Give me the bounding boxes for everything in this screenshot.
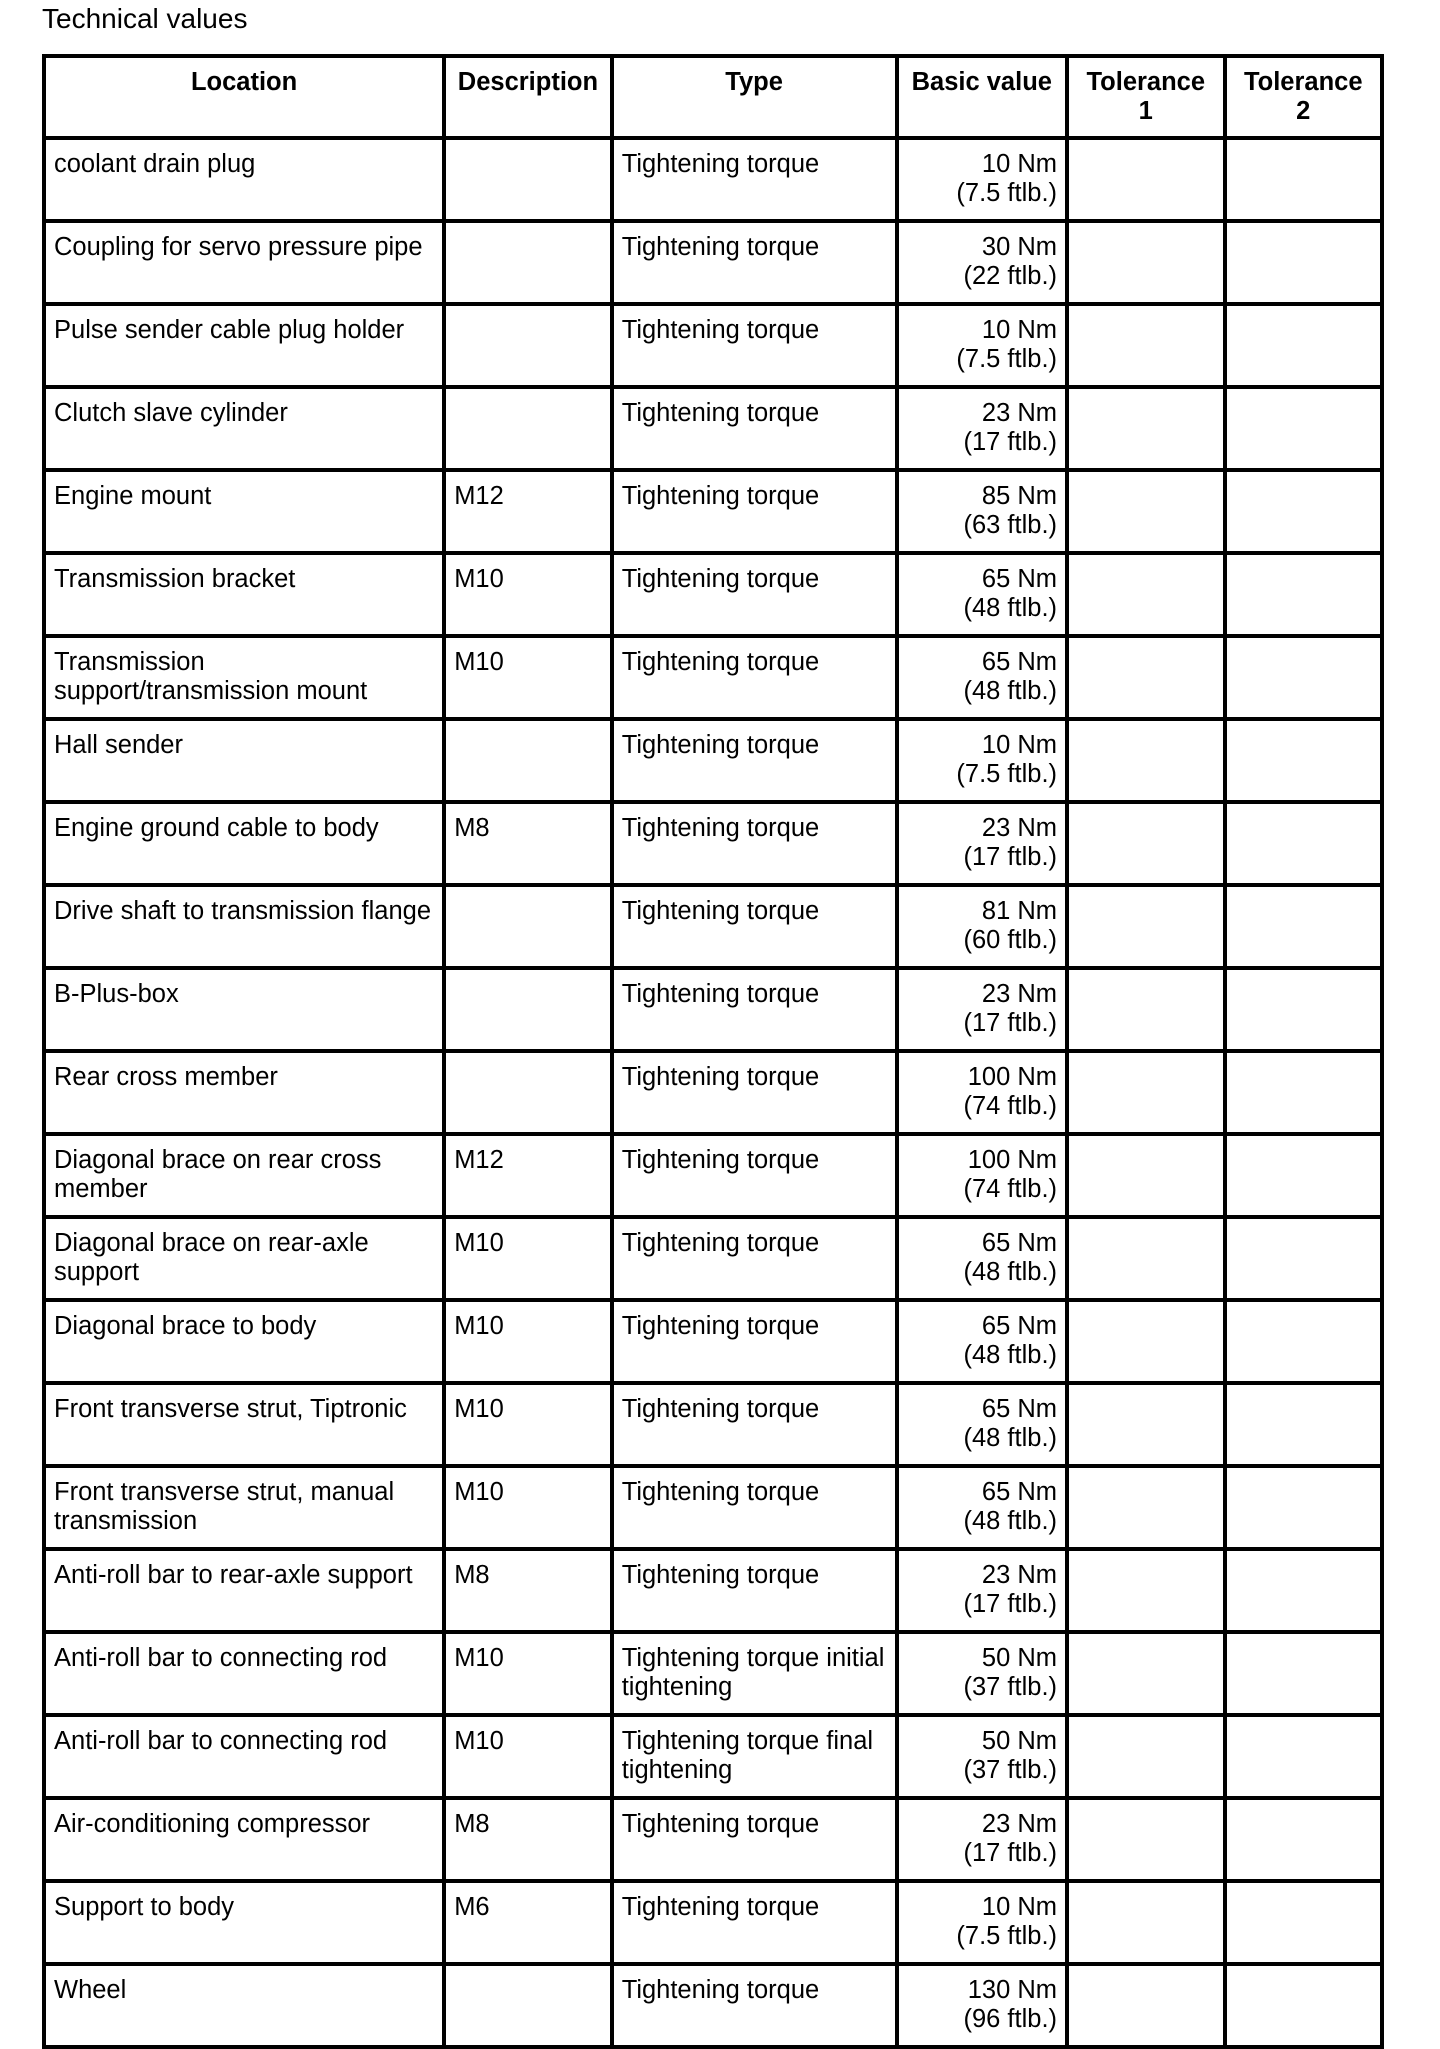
header-type: Type xyxy=(612,56,897,138)
cell-tolerance-2 xyxy=(1225,885,1383,968)
cell-location: Pulse sender cable plug holder xyxy=(44,304,444,387)
cell-tolerance-1 xyxy=(1067,1051,1224,1134)
cell-tolerance-1 xyxy=(1067,387,1224,470)
value-nm: 23 Nm xyxy=(981,1561,1058,1589)
cell-location: Transmission bracket xyxy=(44,553,444,636)
cell-tolerance-2 xyxy=(1225,1964,1383,2047)
value-nm: 65 Nm xyxy=(981,1312,1058,1340)
value-ftlb: (17 ftlb.) xyxy=(963,1839,1058,1867)
value-nm: 81 Nm xyxy=(981,897,1058,925)
cell-description: M10 xyxy=(444,1217,612,1300)
value-ftlb: (37 ftlb.) xyxy=(963,1756,1058,1784)
table-row xyxy=(44,1549,1382,1632)
table-row xyxy=(44,1300,1382,1383)
cell-basic-value xyxy=(897,553,1068,636)
value-nm: 130 Nm xyxy=(967,1976,1058,2004)
cell-description: M10 xyxy=(444,1383,612,1466)
cell-basic-value xyxy=(897,1217,1068,1300)
table-row xyxy=(44,387,1382,470)
header-tolerance-1: Tolerance 1 xyxy=(1067,56,1224,138)
cell-basic-value xyxy=(897,387,1068,470)
table-row xyxy=(44,553,1382,636)
cell-description: M10 xyxy=(444,553,612,636)
cell-tolerance-2 xyxy=(1225,221,1383,304)
value-ftlb: (17 ftlb.) xyxy=(963,843,1058,871)
table-row xyxy=(44,221,1382,304)
cell-tolerance-2 xyxy=(1225,1300,1383,1383)
value-nm: 65 Nm xyxy=(981,1478,1058,1506)
cell-basic-value xyxy=(897,221,1068,304)
cell-location: Anti-roll bar to rear-axle support xyxy=(44,1549,444,1632)
table-row xyxy=(44,719,1382,802)
cell-location: Anti-roll bar to connecting rod xyxy=(44,1632,444,1715)
cell-tolerance-2 xyxy=(1225,1383,1383,1466)
value-ftlb: (74 ftlb.) xyxy=(963,1175,1058,1203)
value-nm: 23 Nm xyxy=(981,814,1058,842)
cell-tolerance-1 xyxy=(1067,138,1224,221)
cell-basic-value xyxy=(897,1964,1068,2047)
cell-description: M12 xyxy=(444,1134,612,1217)
value-nm: 23 Nm xyxy=(981,1810,1058,1838)
cell-location: Support to body xyxy=(44,1881,444,1964)
cell-location: Engine mount xyxy=(44,470,444,553)
value-ftlb: (7.5 ftlb.) xyxy=(956,179,1058,207)
cell-description xyxy=(444,221,612,304)
value-nm: 23 Nm xyxy=(981,980,1058,1008)
cell-type: Tightening torque xyxy=(612,1964,897,2047)
cell-tolerance-1 xyxy=(1067,1383,1224,1466)
cell-location: B-Plus-box xyxy=(44,968,444,1051)
technical-values-table xyxy=(42,54,1384,2049)
cell-type: Tightening torque xyxy=(612,1383,897,1466)
cell-tolerance-1 xyxy=(1067,1881,1224,1964)
table-row xyxy=(44,968,1382,1051)
table-row xyxy=(44,138,1382,221)
cell-description: M8 xyxy=(444,802,612,885)
value-ftlb: (7.5 ftlb.) xyxy=(956,760,1058,788)
value-ftlb: (48 ftlb.) xyxy=(963,677,1058,705)
cell-type: Tightening torque xyxy=(612,885,897,968)
table-row xyxy=(44,1715,1382,1798)
cell-tolerance-2 xyxy=(1225,470,1383,553)
cell-type: Tightening torque xyxy=(612,802,897,885)
cell-description xyxy=(444,138,612,221)
cell-tolerance-2 xyxy=(1225,138,1383,221)
cell-basic-value xyxy=(897,1798,1068,1881)
cell-location: Diagonal brace on rear-axle support xyxy=(44,1217,444,1300)
cell-description: M10 xyxy=(444,1715,612,1798)
cell-tolerance-1 xyxy=(1067,221,1224,304)
cell-type: Tightening torque final tightening xyxy=(612,1715,897,1798)
cell-description xyxy=(444,304,612,387)
cell-description xyxy=(444,968,612,1051)
value-nm: 100 Nm xyxy=(967,1146,1058,1174)
cell-tolerance-1 xyxy=(1067,968,1224,1051)
value-ftlb: (17 ftlb.) xyxy=(963,1009,1058,1037)
table-row xyxy=(44,1632,1382,1715)
cell-basic-value xyxy=(897,719,1068,802)
value-ftlb: (22 ftlb.) xyxy=(963,262,1058,290)
cell-description: M10 xyxy=(444,1632,612,1715)
cell-tolerance-1 xyxy=(1067,1217,1224,1300)
value-nm: 100 Nm xyxy=(967,1063,1058,1091)
cell-location: Rear cross member xyxy=(44,1051,444,1134)
cell-type: Tightening torque initial tightening xyxy=(612,1632,897,1715)
value-nm: 65 Nm xyxy=(981,648,1058,676)
header-tolerance-2: Tolerance 2 xyxy=(1225,56,1383,138)
cell-basic-value xyxy=(897,802,1068,885)
cell-location: Drive shaft to transmission flange xyxy=(44,885,444,968)
cell-tolerance-1 xyxy=(1067,1964,1224,2047)
cell-tolerance-2 xyxy=(1225,1632,1383,1715)
value-nm: 65 Nm xyxy=(981,565,1058,593)
cell-description: M8 xyxy=(444,1798,612,1881)
value-nm: 10 Nm xyxy=(981,150,1058,178)
value-ftlb: (7.5 ftlb.) xyxy=(956,1922,1058,1950)
cell-description xyxy=(444,719,612,802)
cell-tolerance-2 xyxy=(1225,1549,1383,1632)
header-basic-value: Basic value xyxy=(897,56,1068,138)
value-ftlb: (17 ftlb.) xyxy=(963,428,1058,456)
value-ftlb: (96 ftlb.) xyxy=(963,2005,1058,2033)
cell-type: Tightening torque xyxy=(612,304,897,387)
cell-description xyxy=(444,1964,612,2047)
cell-tolerance-1 xyxy=(1067,1798,1224,1881)
cell-type: Tightening torque xyxy=(612,1549,897,1632)
value-nm: 10 Nm xyxy=(981,731,1058,759)
cell-tolerance-1 xyxy=(1067,1466,1224,1549)
table-row xyxy=(44,885,1382,968)
table-row xyxy=(44,1798,1382,1881)
value-ftlb: (7.5 ftlb.) xyxy=(956,345,1058,373)
value-nm: 50 Nm xyxy=(981,1644,1058,1672)
cell-basic-value xyxy=(897,1383,1068,1466)
cell-tolerance-1 xyxy=(1067,1715,1224,1798)
cell-basic-value xyxy=(897,885,1068,968)
cell-tolerance-2 xyxy=(1225,387,1383,470)
cell-tolerance-1 xyxy=(1067,304,1224,387)
cell-location: Anti-roll bar to connecting rod xyxy=(44,1715,444,1798)
cell-basic-value xyxy=(897,470,1068,553)
cell-location: Transmission support/transmission mount xyxy=(44,636,444,719)
value-nm: 10 Nm xyxy=(981,316,1058,344)
cell-tolerance-2 xyxy=(1225,1217,1383,1300)
cell-tolerance-1 xyxy=(1067,553,1224,636)
cell-type: Tightening torque xyxy=(612,968,897,1051)
cell-basic-value xyxy=(897,1549,1068,1632)
cell-tolerance-1 xyxy=(1067,1300,1224,1383)
cell-location: Engine ground cable to body xyxy=(44,802,444,885)
value-nm: 10 Nm xyxy=(981,1893,1058,1921)
cell-location: Clutch slave cylinder xyxy=(44,387,444,470)
cell-location: Air-conditioning compressor xyxy=(44,1798,444,1881)
page-title: Technical values xyxy=(42,3,248,34)
cell-basic-value xyxy=(897,1134,1068,1217)
cell-type: Tightening torque xyxy=(612,221,897,304)
cell-type: Tightening torque xyxy=(612,1217,897,1300)
cell-tolerance-2 xyxy=(1225,304,1383,387)
cell-tolerance-1 xyxy=(1067,470,1224,553)
cell-basic-value xyxy=(897,138,1068,221)
cell-type: Tightening torque xyxy=(612,1300,897,1383)
cell-tolerance-2 xyxy=(1225,968,1383,1051)
cell-location: coolant drain plug xyxy=(44,138,444,221)
cell-tolerance-2 xyxy=(1225,1715,1383,1798)
table-row xyxy=(44,1466,1382,1549)
cell-location: Coupling for servo pressure pipe xyxy=(44,221,444,304)
cell-location: Wheel xyxy=(44,1964,444,2047)
table-body xyxy=(44,138,1382,2047)
value-ftlb: (63 ftlb.) xyxy=(963,511,1058,539)
cell-type: Tightening torque xyxy=(612,1881,897,1964)
cell-tolerance-2 xyxy=(1225,1466,1383,1549)
value-nm: 65 Nm xyxy=(981,1395,1058,1423)
value-ftlb: (48 ftlb.) xyxy=(963,1341,1058,1369)
table-row xyxy=(44,1964,1382,2047)
cell-tolerance-1 xyxy=(1067,885,1224,968)
cell-location: Hall sender xyxy=(44,719,444,802)
value-ftlb: (48 ftlb.) xyxy=(963,1258,1058,1286)
cell-tolerance-1 xyxy=(1067,636,1224,719)
value-nm: 85 Nm xyxy=(981,482,1058,510)
table-row xyxy=(44,1881,1382,1964)
cell-tolerance-2 xyxy=(1225,636,1383,719)
cell-location: Diagonal brace on rear cross member xyxy=(44,1134,444,1217)
value-nm: 30 Nm xyxy=(981,233,1058,261)
value-ftlb: (17 ftlb.) xyxy=(963,1590,1058,1618)
value-ftlb: (48 ftlb.) xyxy=(963,1507,1058,1535)
cell-description xyxy=(444,387,612,470)
cell-basic-value xyxy=(897,1300,1068,1383)
cell-tolerance-2 xyxy=(1225,802,1383,885)
cell-description xyxy=(444,1051,612,1134)
cell-description: M8 xyxy=(444,1549,612,1632)
cell-tolerance-2 xyxy=(1225,1051,1383,1134)
cell-basic-value xyxy=(897,1051,1068,1134)
cell-type: Tightening torque xyxy=(612,1798,897,1881)
cell-location: Front transverse strut, Tiptronic xyxy=(44,1383,444,1466)
cell-tolerance-1 xyxy=(1067,802,1224,885)
cell-type: Tightening torque xyxy=(612,636,897,719)
cell-tolerance-1 xyxy=(1067,719,1224,802)
value-ftlb: (48 ftlb.) xyxy=(963,594,1058,622)
cell-tolerance-2 xyxy=(1225,1798,1383,1881)
cell-type: Tightening torque xyxy=(612,1051,897,1134)
cell-description: M12 xyxy=(444,470,612,553)
header-description: Description xyxy=(444,56,612,138)
value-ftlb: (48 ftlb.) xyxy=(963,1424,1058,1452)
cell-basic-value xyxy=(897,1881,1068,1964)
cell-basic-value xyxy=(897,304,1068,387)
cell-type: Tightening torque xyxy=(612,470,897,553)
table-row xyxy=(44,1383,1382,1466)
cell-basic-value xyxy=(897,1632,1068,1715)
cell-tolerance-1 xyxy=(1067,1632,1224,1715)
cell-basic-value xyxy=(897,968,1068,1051)
cell-description: M10 xyxy=(444,1466,612,1549)
cell-tolerance-1 xyxy=(1067,1549,1224,1632)
cell-type: Tightening torque xyxy=(612,1466,897,1549)
cell-basic-value xyxy=(897,636,1068,719)
value-nm: 65 Nm xyxy=(981,1229,1058,1257)
value-ftlb: (37 ftlb.) xyxy=(963,1673,1058,1701)
table-row xyxy=(44,1051,1382,1134)
cell-description xyxy=(444,885,612,968)
table-row xyxy=(44,470,1382,553)
cell-tolerance-2 xyxy=(1225,1134,1383,1217)
cell-tolerance-2 xyxy=(1225,1881,1383,1964)
value-nm: 23 Nm xyxy=(981,399,1058,427)
value-ftlb: (74 ftlb.) xyxy=(963,1092,1058,1120)
value-nm: 50 Nm xyxy=(981,1727,1058,1755)
cell-location: Front transverse strut, manual transmission xyxy=(44,1466,444,1549)
cell-basic-value xyxy=(897,1715,1068,1798)
table-row xyxy=(44,636,1382,719)
cell-basic-value xyxy=(897,1466,1068,1549)
cell-type: Tightening torque xyxy=(612,387,897,470)
cell-type: Tightening torque xyxy=(612,553,897,636)
header-location: Location xyxy=(44,56,444,138)
cell-description: M6 xyxy=(444,1881,612,1964)
value-ftlb: (60 ftlb.) xyxy=(963,926,1058,954)
cell-description: M10 xyxy=(444,636,612,719)
cell-location: Diagonal brace to body xyxy=(44,1300,444,1383)
cell-tolerance-1 xyxy=(1067,1134,1224,1217)
cell-type: Tightening torque xyxy=(612,138,897,221)
cell-tolerance-2 xyxy=(1225,553,1383,636)
table-row xyxy=(44,1134,1382,1217)
table-row xyxy=(44,1217,1382,1300)
cell-type: Tightening torque xyxy=(612,719,897,802)
table-row xyxy=(44,304,1382,387)
table-row xyxy=(44,802,1382,885)
cell-type: Tightening torque xyxy=(612,1134,897,1217)
table-header-row xyxy=(44,56,1382,138)
cell-tolerance-2 xyxy=(1225,719,1383,802)
cell-description: M10 xyxy=(444,1300,612,1383)
